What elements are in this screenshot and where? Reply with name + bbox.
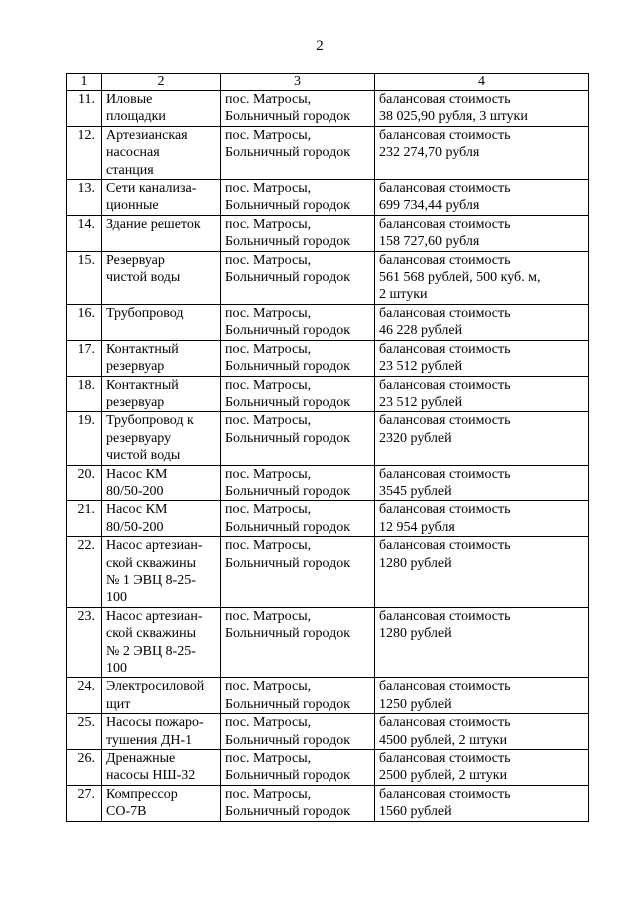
item-name (102, 251, 221, 304)
row-number: 27. (67, 785, 102, 821)
item-location (221, 714, 375, 750)
item-name-line: станция (106, 162, 154, 178)
item-details-line: балансовая стоимость (379, 377, 511, 393)
table-row (67, 126, 589, 179)
item-location-line: Больничный городок (225, 519, 351, 535)
item-location (221, 376, 375, 412)
table-row (67, 304, 589, 340)
row-number: 19. (67, 412, 102, 465)
item-location (221, 501, 375, 537)
item-name-line: Трубопровод к (106, 413, 194, 429)
item-location-line: Больничный городок (225, 394, 351, 410)
table-row (67, 340, 589, 376)
item-details-line: 699 734,44 рубля (379, 198, 480, 214)
row-number: 24. (67, 678, 102, 714)
table-row (67, 750, 589, 786)
item-details (375, 91, 589, 127)
item-details-line: балансовая стоимость (379, 466, 511, 482)
item-location-line: пос. Матросы, (225, 751, 312, 767)
item-name (102, 126, 221, 179)
item-details (375, 678, 589, 714)
row-number: 23. (67, 607, 102, 678)
item-details (375, 412, 589, 465)
item-name-line: чистой воды (106, 270, 181, 286)
row-number: 16. (67, 304, 102, 340)
row-number: 25. (67, 714, 102, 750)
row-number: 13. (67, 180, 102, 216)
item-location-line: пос. Матросы, (225, 466, 312, 482)
item-name (102, 465, 221, 501)
item-location (221, 91, 375, 127)
item-location (221, 126, 375, 179)
item-location-line: Больничный городок (225, 145, 351, 161)
item-location-line: Больничный городок (225, 804, 351, 820)
table-row (67, 785, 589, 821)
item-location (221, 412, 375, 465)
item-location (221, 304, 375, 340)
item-name-line: чистой воды (106, 448, 181, 464)
item-details-line: 23 512 рублей (379, 359, 463, 375)
table-row (67, 501, 589, 537)
item-details-line: 232 274,70 рубля (379, 145, 480, 161)
item-name-line: Трубопровод (106, 305, 184, 321)
item-name-line: насосы НШ-32 (106, 768, 196, 784)
item-details (375, 785, 589, 821)
item-location-line: Больничный городок (225, 555, 351, 571)
item-name-line: щит (106, 696, 131, 712)
item-details-line: 23 512 рублей (379, 394, 463, 410)
item-location (221, 678, 375, 714)
row-number: 21. (67, 501, 102, 537)
item-location-line: Больничный городок (225, 234, 351, 250)
item-name-line: ской скважины (106, 555, 197, 571)
item-name-line: 80/50-200 (106, 519, 164, 535)
item-details (375, 465, 589, 501)
item-name (102, 607, 221, 678)
table-row (67, 537, 589, 608)
item-location-line: Больничный городок (225, 626, 351, 642)
item-name-line: Электросиловой (106, 679, 205, 695)
item-name-line: 100 (106, 661, 127, 676)
item-details-line: 158 727,60 рубля (379, 234, 480, 250)
row-number: 12. (67, 126, 102, 179)
item-name-line: Артезианская (106, 127, 188, 143)
item-location-line: Больничный городок (225, 270, 351, 286)
item-details-line: балансовая стоимость (379, 608, 511, 624)
item-name (102, 750, 221, 786)
item-name-line: Контактный (106, 341, 179, 357)
item-details (375, 215, 589, 251)
item-name-line: Иловые (106, 92, 153, 107)
item-details-line: 561 568 рублей, 500 куб. м, (379, 270, 541, 286)
item-location-line: пос. Матросы, (225, 715, 312, 731)
table-header-row (67, 74, 589, 91)
item-name (102, 678, 221, 714)
item-location-line: Больничный городок (225, 109, 351, 125)
item-name-line: СО-7В (106, 804, 147, 820)
item-details (375, 180, 589, 216)
item-details-line: балансовая стоимость (379, 413, 511, 429)
item-location-line: Больничный городок (225, 323, 351, 339)
item-name-line: № 2 ЭВЦ 8-25- (106, 643, 196, 659)
item-location-line: Больничный городок (225, 430, 351, 446)
item-name-line: Здание решеток (106, 216, 201, 232)
item-details (375, 304, 589, 340)
item-name (102, 785, 221, 821)
item-location (221, 537, 375, 608)
item-location (221, 785, 375, 821)
item-details-line: 1560 рублей (379, 804, 452, 820)
item-name (102, 412, 221, 465)
item-details-line: 2 штуки (379, 287, 428, 303)
item-details-line: балансовая стоимость (379, 502, 511, 518)
item-location-line: Больничный городок (225, 359, 351, 375)
item-name-line: Дренажные (106, 751, 176, 767)
item-details (375, 126, 589, 179)
item-name-line: ционные (106, 198, 159, 214)
item-name-line: Насос КМ (106, 502, 168, 518)
item-location-line: пос. Матросы, (225, 305, 312, 321)
item-details-line: балансовая стоимость (379, 127, 511, 143)
table-row (67, 180, 589, 216)
item-location-line: пос. Матросы, (225, 679, 312, 695)
item-location-line: пос. Матросы, (225, 502, 312, 518)
row-number: 18. (67, 376, 102, 412)
item-location-line: пос. Матросы, (225, 252, 312, 268)
item-details-line: балансовая стоимость (379, 252, 511, 268)
item-location-line: Больничный городок (225, 198, 351, 214)
item-name (102, 304, 221, 340)
row-number: 26. (67, 750, 102, 786)
table-row (67, 251, 589, 304)
item-name (102, 714, 221, 750)
item-location-line: Больничный городок (225, 732, 351, 748)
item-details-line: балансовая стоимость (379, 715, 511, 731)
header-col-1: 1 (67, 74, 102, 91)
item-location-line: Больничный городок (225, 768, 351, 784)
row-number: 15. (67, 251, 102, 304)
item-details-line: балансовая стоимость (379, 92, 511, 107)
item-location-line: Больничный городок (225, 696, 351, 712)
item-name-line: резервуару (106, 430, 172, 446)
item-details-line: балансовая стоимость (379, 305, 511, 321)
row-number: 11. (67, 91, 102, 127)
item-location-line: пос. Матросы, (225, 341, 312, 357)
row-number: 14. (67, 215, 102, 251)
item-details (375, 501, 589, 537)
item-location-line: Больничный городок (225, 483, 351, 499)
item-name-line: насосная (106, 145, 160, 161)
item-details (375, 376, 589, 412)
property-table (66, 73, 589, 822)
item-location (221, 465, 375, 501)
item-name-line: 100 (106, 590, 127, 606)
item-location (221, 607, 375, 678)
item-details-line: 4500 рублей, 2 штуки (379, 732, 508, 748)
item-details (375, 251, 589, 304)
item-name-line: тушения ДН-1 (106, 732, 193, 748)
header-col-4: 4 (375, 74, 589, 91)
header-col-3: 3 (221, 74, 375, 91)
item-name-line: Компрессор (106, 786, 178, 802)
table-row (67, 607, 589, 678)
item-name (102, 180, 221, 216)
item-name-line: ской скважины (106, 626, 197, 642)
table-row (67, 412, 589, 465)
page-number: 2 (316, 38, 324, 54)
item-details-line: балансовая стоимость (379, 341, 511, 357)
item-details (375, 607, 589, 678)
item-details-line: 12 954 рубля (379, 519, 455, 535)
item-details-line: 1250 рублей (379, 696, 452, 712)
item-name-line: Насос КМ (106, 466, 168, 482)
item-details-line: 1280 рублей (379, 626, 452, 642)
item-name-line: Насосы пожаро- (106, 715, 204, 731)
item-name-line: Сети канализа- (106, 181, 197, 197)
item-location-line: пос. Матросы, (225, 413, 312, 429)
item-details-line: 1280 рублей (379, 555, 452, 571)
item-details-line: 2320 рублей (379, 430, 452, 446)
row-number: 17. (67, 340, 102, 376)
table-row (67, 215, 589, 251)
item-name-line: 80/50-200 (106, 483, 164, 499)
item-details-line: балансовая стоимость (379, 216, 511, 232)
item-name-line: Контактный (106, 377, 179, 393)
table-row (67, 465, 589, 501)
item-location-line: пос. Матросы, (225, 608, 312, 624)
table-row (67, 678, 589, 714)
item-location-line: пос. Матросы, (225, 377, 312, 393)
item-details (375, 340, 589, 376)
item-location-line: пос. Матросы, (225, 786, 312, 802)
item-name (102, 91, 221, 127)
item-details-line: 3545 рублей (379, 483, 452, 499)
table-row (67, 714, 589, 750)
item-name (102, 537, 221, 608)
item-details-line: 38 025,90 рубля, 3 штуки (379, 109, 528, 125)
table-row (67, 376, 589, 412)
item-name-line: Насос артезиан- (106, 608, 203, 624)
item-name (102, 340, 221, 376)
item-name-line: Резервуар (106, 252, 165, 268)
item-details-line: 46 228 рублей (379, 323, 463, 339)
item-details (375, 537, 589, 608)
item-name-line: Насос артезиан- (106, 538, 203, 554)
item-name (102, 215, 221, 251)
item-name-line: резервуар (106, 394, 165, 410)
item-location (221, 215, 375, 251)
item-location (221, 251, 375, 304)
row-number: 20. (67, 465, 102, 501)
item-details-line: балансовая стоимость (379, 538, 511, 554)
item-name-line: № 1 ЭВЦ 8-25- (106, 572, 196, 588)
item-location-line: пос. Матросы, (225, 538, 312, 554)
item-location-line: пос. Матросы, (225, 181, 312, 197)
item-location (221, 340, 375, 376)
item-details-line: балансовая стоимость (379, 181, 511, 197)
item-location-line: пос. Матросы, (225, 216, 312, 232)
item-details-line: 2500 рублей, 2 штуки (379, 768, 508, 784)
item-location-line: пос. Матросы, (225, 92, 312, 107)
item-details-line: балансовая стоимость (379, 786, 511, 802)
table-row (67, 91, 589, 127)
item-location (221, 750, 375, 786)
item-location-line: пос. Матросы, (225, 127, 312, 143)
item-name (102, 501, 221, 537)
item-name (102, 376, 221, 412)
item-name-line: площадки (106, 109, 166, 125)
item-details-line: балансовая стоимость (379, 679, 511, 695)
item-details (375, 714, 589, 750)
row-number: 22. (67, 537, 102, 608)
item-name-line: резервуар (106, 359, 165, 375)
item-details (375, 750, 589, 786)
header-col-2: 2 (102, 74, 221, 91)
item-details-line: балансовая стоимость (379, 751, 511, 767)
item-location (221, 180, 375, 216)
